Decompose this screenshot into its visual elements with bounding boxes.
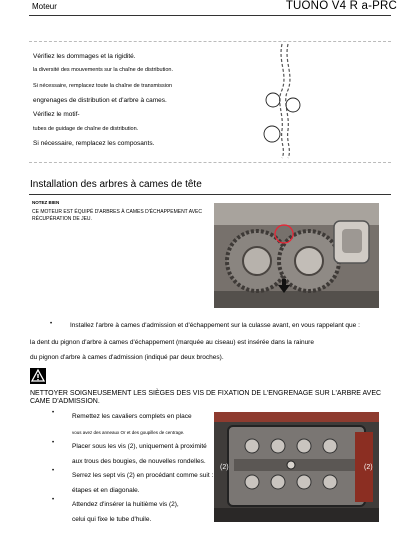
bullet: • (52, 410, 55, 416)
install-line: Installez l'arbre à cames d'admission et d'échappement sur la culasse avant, en vous rappelant que : (70, 322, 360, 329)
step-line: étapes et en diagonale. (72, 487, 140, 494)
header-rule (29, 15, 391, 16)
header-model: TUONO V4 R a-PRC (285, 0, 397, 12)
note-label: NOTEZ BIEN (32, 200, 60, 205)
bullet: • (50, 321, 53, 327)
step-line: Placer sous les vis (2), uniquement à proximité (72, 443, 207, 450)
timing-chain-icon (252, 42, 312, 160)
section-rule (29, 194, 391, 195)
install-line: du pignon d'arbre à cames d'admission (indiqué par deux broches). (30, 354, 224, 361)
divider (29, 162, 391, 163)
step-line: Serrez les sept vis (2) en procédant comme suit : (72, 472, 214, 479)
step-line: Remettez les cavaliers complets en place (72, 413, 192, 420)
divider (29, 41, 391, 42)
step-line: celui qui fixe le tube d'huile. (72, 516, 152, 523)
step-line: aux trous des bougies, de nouvelles rondelles. (72, 458, 206, 465)
check-line: Si nécessaire, remplacez les composants. (33, 140, 155, 147)
check-line: Si nécessaire, remplacez toute la chaîne de transmission (33, 83, 173, 89)
check-line: tubes de guidage de chaîne de distribution. (33, 126, 139, 132)
bullet: • (52, 497, 55, 503)
check-line: Vérifiez les dommages et la rigidité. (33, 53, 136, 60)
callout-label: (2) (364, 464, 373, 471)
bullet: • (52, 440, 55, 446)
check-line: engrenages de distribution et d'arbre à cames. (33, 97, 167, 104)
step-line: vous avez des anneaux Or et des goupilles de centrage. (72, 430, 185, 435)
camshaft-photo (214, 203, 379, 308)
install-line: la dent du pignon d'arbre à cames d'échappement (marquée au ciseau) est insérée dans la rainure (30, 339, 314, 346)
header-section: Moteur (32, 2, 57, 11)
step-line: Attendez d'insérer la huitième vis (2), (72, 501, 179, 508)
check-line: la diversité des mouvements sur la chaîne de distribution. (33, 67, 174, 73)
note-text: CE MOTEUR EST ÉQUIPÉ D'ARBRES À CAMES D'ÉCHAPPEMENT AVEC RÉCUPÉRATION DE JEU. (32, 209, 202, 222)
warning-text: NETTOYER SOIGNEUSEMENT LES SIÈGES DES VIS DE FIXATION DE L'ENGRENAGE SUR L'ARBRE AVEC CAME D'ADMISSION. (30, 390, 382, 405)
check-line: Vérifiez le motif- (33, 111, 80, 118)
section-title: Installation des arbres à cames de tête (30, 179, 202, 190)
warning-triangle-icon (30, 368, 46, 384)
cylinder-head-photo (214, 412, 379, 522)
callout-label: (2) (220, 464, 229, 471)
bullet: • (52, 468, 55, 474)
